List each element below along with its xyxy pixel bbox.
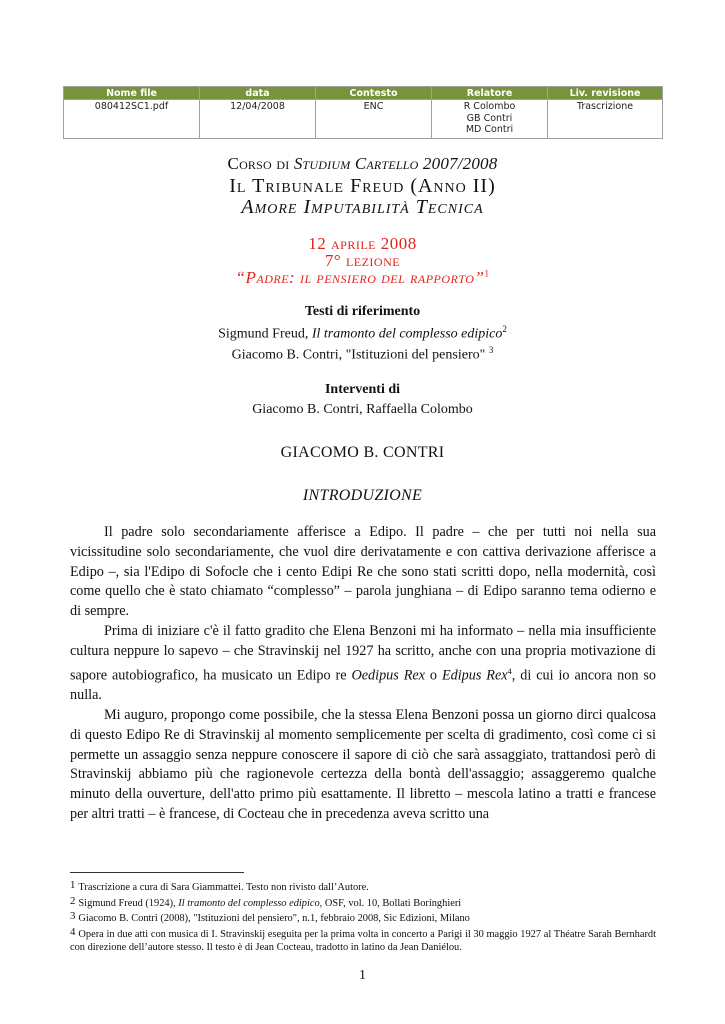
- lesson-title-text: “Padre: il pensiero del rapporto”: [235, 268, 485, 287]
- body-text: [70, 523, 656, 825]
- document-title: Il Tribunale Freud (Anno II): [229, 175, 496, 197]
- section-title: INTRODUZIONE: [302, 487, 423, 504]
- footnote-ref: 4: [507, 665, 512, 676]
- cell-revision: Trascrizione: [548, 100, 663, 139]
- paragraph: [70, 622, 656, 706]
- footnote-text: OSF, vol. 10, Bollati Boringhieri: [322, 897, 462, 909]
- header-date: data: [200, 87, 316, 100]
- page-number: 1: [359, 968, 366, 983]
- course-prefix: Corso di: [227, 154, 294, 173]
- footnote-text: Trascrizione a cura di Sara Giammattei. Testo non rivisto dall’Autore.: [78, 882, 369, 893]
- footnote-text: Giacomo B. Contri (2008), "Istituzioni del pensiero", n.1, febbraio 2008, Sic Edizioni, Milano: [78, 913, 470, 925]
- document-subtitle: Amore Imputabilità Tecnica: [241, 196, 484, 218]
- metadata-header-row: [64, 87, 663, 100]
- footnote-text: Sigmund Freud (1924),: [78, 897, 179, 909]
- footnote-number: 3: [70, 910, 76, 923]
- interventions-names: Giacomo B. Contri, Raffaella Colombo: [252, 402, 473, 417]
- footnotes: [70, 879, 656, 955]
- paragraph-text: o: [424, 667, 442, 684]
- speaker-name: MD Contri: [465, 124, 514, 135]
- cell-date: 12/04/2008: [200, 100, 316, 139]
- interventions-heading: Interventi di: [324, 382, 401, 397]
- metadata-table: [63, 86, 663, 139]
- footnote: [70, 895, 656, 911]
- cell-speakers: [432, 100, 548, 139]
- work-title: Oedipus Rex: [351, 667, 425, 684]
- paragraph: Mi auguro, propongo come possibile, che la stessa Elena Benzoni possa un giorno dirci qualcosa di questo Edipo Re di Stravinskij al momento semplicemente per scelta di gradimento, così come ci si permette un assaggio senza neppure conoscere il sapore di ciò che sarà assaggiato, trattandosi però di Stravinskij abbiamo più che ragionevole certezza della bontà dell'assaggio; assaggeremo qualche minuto della ouverture, dell'atto primo più esattamente. Il libretto – mescola latino a tratti e francese per altri tratti – è francese, di Cocteau che in precedenza aveva scritto una: [70, 706, 656, 822]
- footnote-ref: 1: [484, 268, 490, 279]
- speaker-heading: GIACOMO B. CONTRI: [280, 444, 445, 461]
- header-file-name: Nome file: [64, 87, 200, 100]
- footnote-title: Il tramonto del complesso edipico,: [178, 897, 323, 909]
- footnote-number: 2: [70, 894, 76, 907]
- footnote-text: Opera in due atti con musica di I. Stravinskij eseguita per la prima volta in concerto a Parigi il 30 maggio 1927 al Théatre Sarah Bernhardt con direzione dell’autore stesso. Il testo è di Jean Cocteau, tradotto in latino da Jean Daniélou.: [70, 928, 656, 954]
- metadata-row: [64, 100, 663, 139]
- footnote-ref: 2: [502, 324, 507, 334]
- reference-freud: [0, 324, 725, 343]
- cell-file-name: 080412SC1.pdf: [64, 100, 200, 139]
- reference-contri: [0, 345, 725, 364]
- lesson-title: [0, 268, 725, 288]
- footnote: [70, 910, 656, 926]
- course-name: Studium Cartello 2007/2008: [293, 154, 498, 173]
- footnote-separator: [70, 872, 244, 873]
- footnote-ref: 3: [488, 345, 494, 355]
- reference-author: Sigmund Freud,: [218, 326, 312, 342]
- header-speaker: Relatore: [432, 87, 548, 100]
- header-revision-level: Liv. revisione: [548, 87, 663, 100]
- lesson-number: 7° lezione: [324, 251, 401, 270]
- lesson-date: 12 aprile 2008: [308, 234, 417, 253]
- footnote: [70, 879, 656, 895]
- paragraph-text: Prima di iniziare c'è il fatto gradito che Elena Benzoni mi ha informato – nella mia insufficiente cultura neppure lo sapevo – che Stravinskij nel 1927 ha scritto, anche con una propria motivazione di sapore autobiografico, ha musicato un Edipo re: [70, 622, 656, 684]
- course-line: [0, 154, 725, 174]
- cell-context: ENC: [316, 100, 432, 139]
- header-context: Contesto: [316, 87, 432, 100]
- references-heading: Testi di riferimento: [304, 304, 421, 319]
- speaker-name: GB Contri: [466, 112, 513, 124]
- reference-title: Il tramonto del complesso edipico: [311, 326, 503, 342]
- speaker-name: R Colombo: [463, 101, 516, 112]
- footnote-number: 1: [70, 879, 76, 891]
- footnote: [70, 926, 656, 955]
- reference-text: Giacomo B. Contri, "Istituzioni del pensiero": [231, 347, 489, 363]
- paragraph-text: , di cui io ancora non so nulla.: [70, 667, 657, 704]
- footnote-number: 4: [70, 925, 76, 938]
- work-title: Edipus Rex: [441, 667, 508, 684]
- paragraph: Il padre solo secondariamente afferisce a Edipo. Il padre – che per tutti noi nella sua vicissitudine solo secondariamente, che vuol dire derivatamente e con cattiva derivazione afferisce a Edipo –, sia l'Edipo di Sofocle che i cento Edipi Re che sono stati scritti dopo, nella modernità, così come quello che è stato chiamato “complesso” – parola junghiana – di Edipo saranno tema odierno e di sempre.: [70, 524, 656, 620]
